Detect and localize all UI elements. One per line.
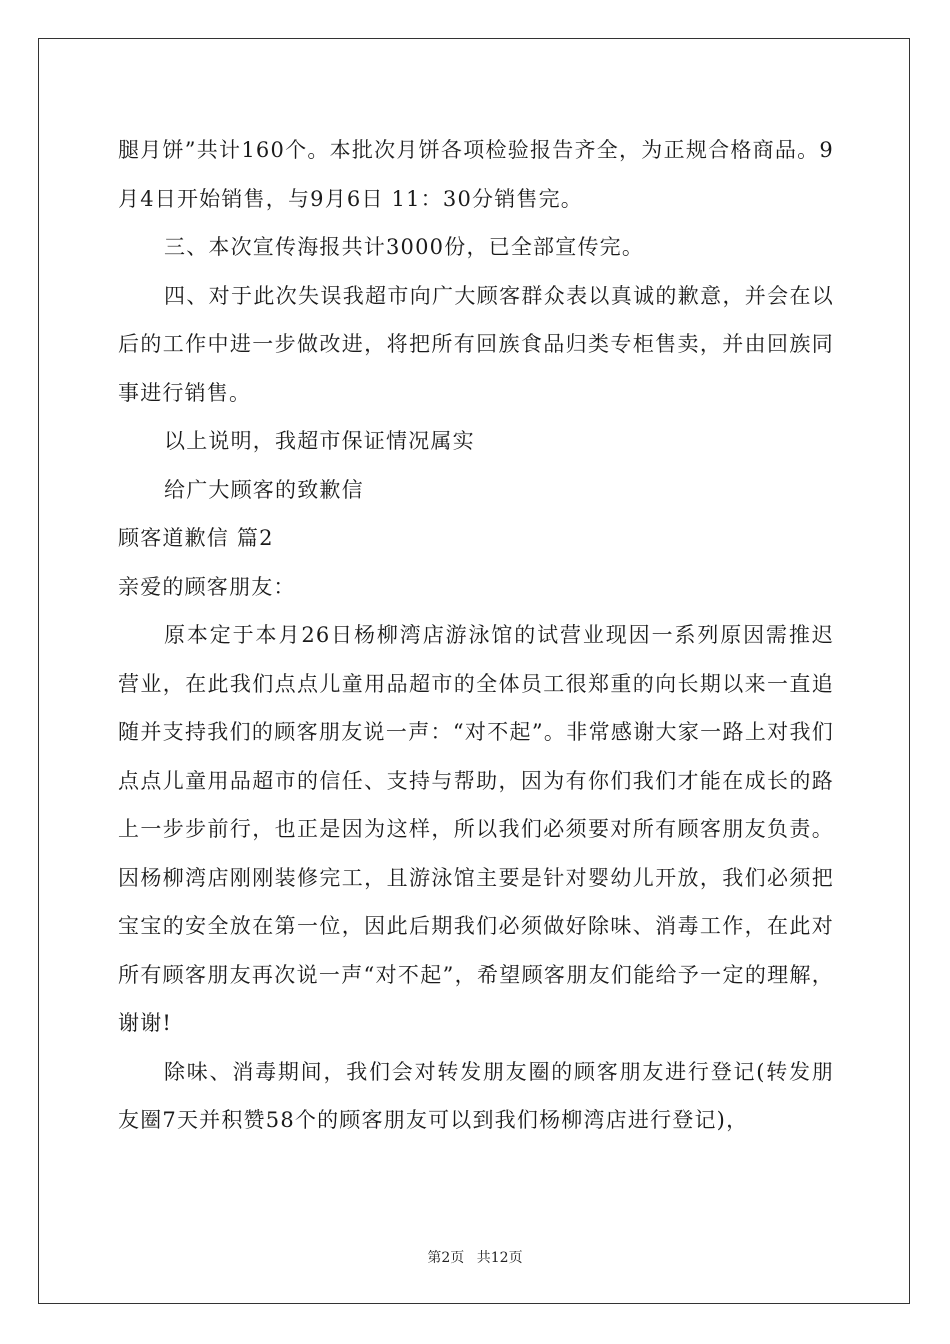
page-footer: [0, 1247, 950, 1267]
paragraph: 三、本次宣传海报共计3000份，已全部宣传完。: [164, 235, 645, 259]
page-total: 共12页: [476, 1250, 523, 1266]
paragraph: 四、对于此次失误我超市向广大顾客群众表以真诚的歉意，并会在以后的工作中进一步做改进，将把所有回族食品归类专柜售卖，并由回族同事进行销售。: [118, 283, 834, 405]
paragraph: 给广大顾客的致歉信: [164, 477, 364, 502]
document-body: [118, 126, 834, 1145]
section-heading: 顾客道歉信 篇2: [118, 526, 274, 550]
paragraph: 除味、消毒期间，我们会对转发朋友圈的顾客朋友进行登记(转发朋友圈7天并积赞58个的顾客朋友可以到我们杨柳湾店进行登记)，: [118, 1059, 834, 1132]
paragraph: 以上说明，我超市保证情况属实: [164, 429, 475, 453]
paragraph: 原本定于本月26日杨柳湾店游泳馆的试营业现因一系列原因需推迟营业，在此我们点点儿童用品超市的全体员工很郑重的向长期以来一直追随并支持我们的顾客朋友说一声：“对不起”。非常感谢大家一路上对我们点点儿童用品超市的信任、支持与帮助，因为有你们我们才能在成长的路上一步步前行，也正是因为这样，所以我们必须要对所有顾客朋友负责。因杨柳湾店刚刚装修完工，且游泳馆主要是针对婴幼儿开放，我们必须把宝宝的安全放在第一位，因此后期我们必须做好除味、消毒工作，在此对所有顾客朋友再次说一声“对不起”，希望顾客朋友们能给予一定的理解，谢谢!: [118, 623, 834, 1035]
paragraph: 腿月饼”共计160个。本批次月饼各项检验报告齐全，为正规合格商品。9月4日开始销售，与9月6日 11：30分销售完。: [118, 138, 834, 211]
salutation: 亲爱的顾客朋友：: [118, 574, 296, 599]
page-number: 第2页: [427, 1250, 465, 1266]
